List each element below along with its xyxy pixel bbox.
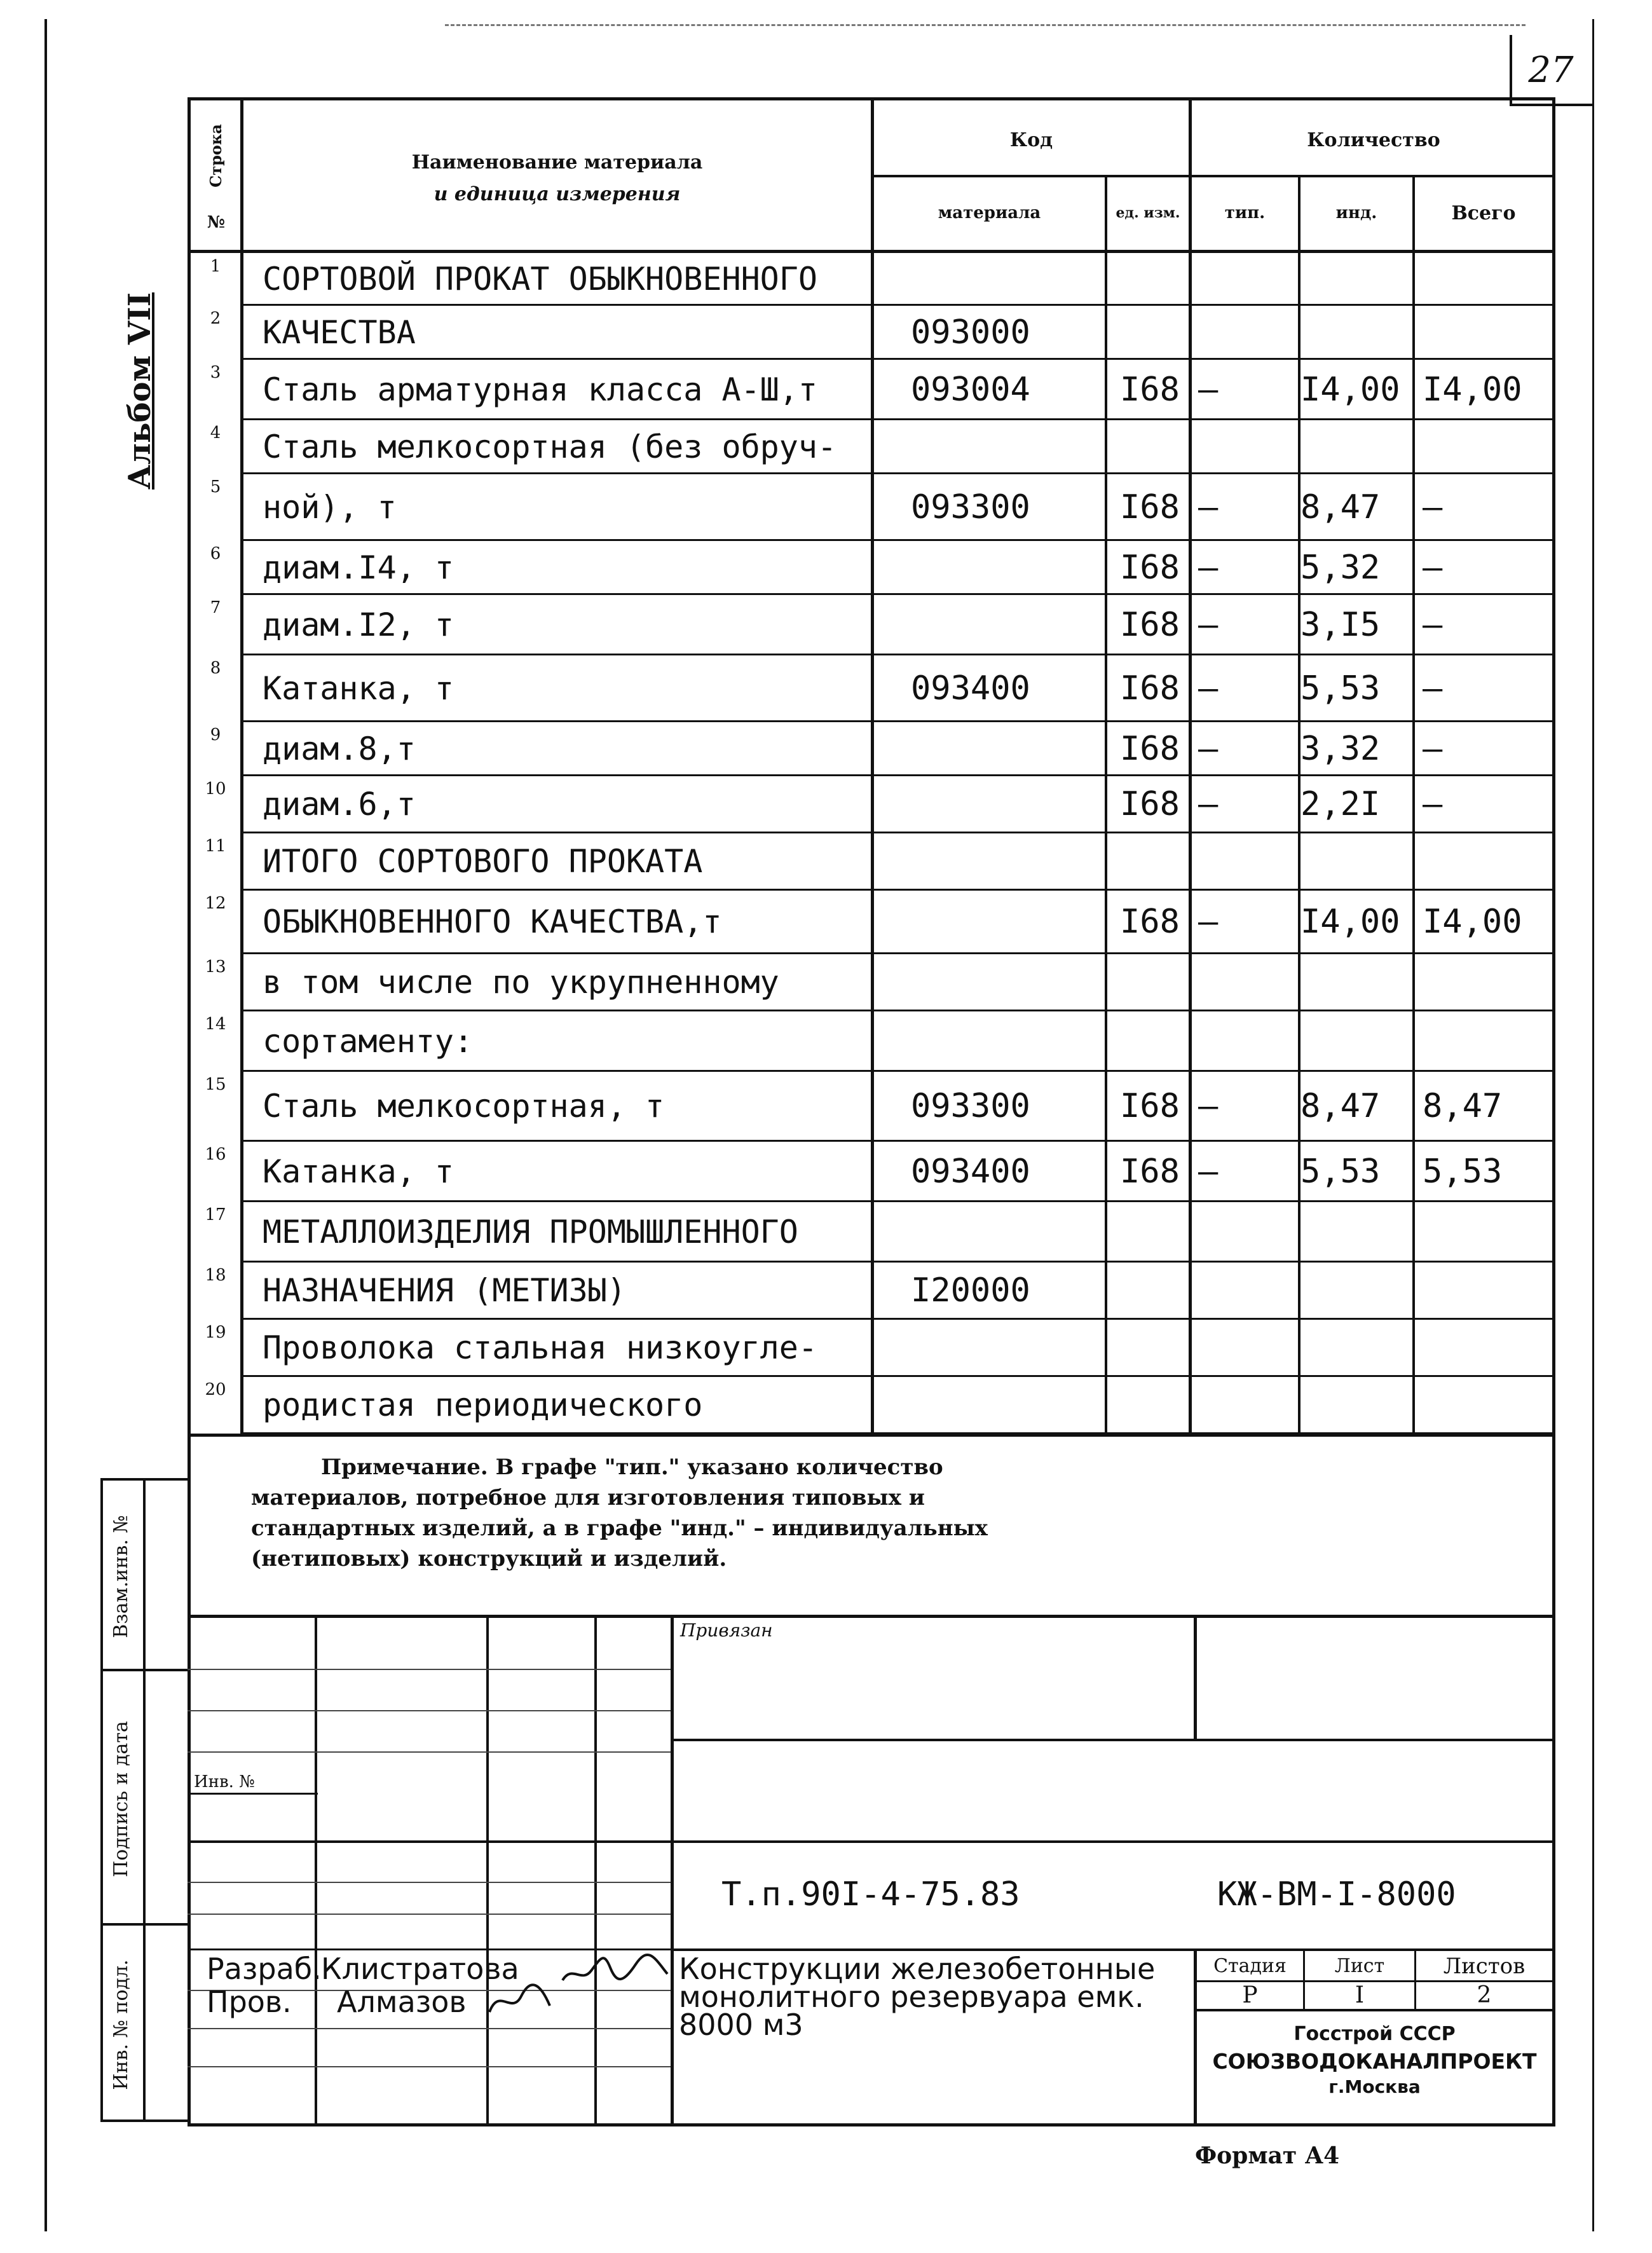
cell-name: НАЗНАЧЕНИЯ (МЕТИЗЫ) (263, 1272, 626, 1309)
page-number: 27 (1528, 49, 1574, 91)
page-left-border (44, 19, 47, 2231)
side-stamp-divider (143, 1478, 146, 2122)
cell-name: Сталь мелкосортная (без обруч- (263, 428, 837, 465)
tb-row-line (188, 1710, 671, 1711)
cell-name: Сталь мелкосортная, т (263, 1088, 665, 1125)
cell-n: 9 (210, 725, 221, 744)
cell-code (874, 253, 1105, 305)
tb-sheet-label: Лист (1334, 1955, 1385, 1977)
cell-n: 4 (210, 423, 221, 442)
cell-unit (1107, 1376, 1189, 1434)
tb-privyazan: Привязан (680, 1620, 773, 1641)
cell-n: 18 (205, 1266, 226, 1285)
cell-typ (1192, 1262, 1298, 1319)
side-stamp-inv: Инв. № подл. (110, 1959, 132, 2090)
cell-ind: 5,53 (1300, 669, 1381, 708)
cell-total: – (1423, 488, 1443, 526)
cell-unit: I68 (1120, 488, 1180, 526)
tb-row-line (188, 1669, 671, 1670)
cell-code: 093400 (911, 669, 1030, 708)
cell-n: 12 (205, 894, 226, 913)
cell-ind (1300, 1011, 1412, 1071)
header-row-num: № (207, 213, 226, 232)
cell-ind (1300, 420, 1412, 474)
note-line1: Примечание. В графе "тип." указано количество (321, 1455, 943, 1480)
cell-typ: – (1198, 669, 1219, 708)
cell-n: 2 (210, 309, 221, 328)
cell-ind: 3,32 (1300, 729, 1381, 768)
cell-typ: – (1198, 1152, 1219, 1191)
cell-name: ной), т (263, 488, 397, 526)
cell-unit: I68 (1120, 548, 1180, 587)
cell-typ (1192, 253, 1298, 305)
signature-klistratova (559, 1945, 674, 1990)
cell-name: Катанка, т (263, 1153, 454, 1190)
cell-n: 19 (205, 1323, 226, 1342)
cell-code: 093300 (911, 488, 1030, 526)
cell-unit: I68 (1120, 785, 1180, 823)
cell-typ (1192, 420, 1298, 474)
cell-code (874, 722, 1105, 776)
cell-code (874, 594, 1105, 655)
cell-total (1415, 1376, 1552, 1434)
cell-name: Сталь арматурная класса А-Ш,т (263, 371, 817, 408)
cell-ind: 8,47 (1300, 488, 1381, 526)
cell-total: 8,47 (1423, 1087, 1503, 1125)
cell-n: 5 (210, 477, 221, 496)
tb-sheet-code: КЖ-ВМ-I-8000 (1217, 1875, 1456, 1914)
cell-name: родистая периодического (263, 1387, 703, 1423)
cell-total (1415, 1319, 1552, 1376)
tb-row-line (188, 1751, 671, 1753)
cell-unit: I68 (1120, 370, 1180, 409)
cell-code (874, 833, 1105, 890)
tb-row-line (188, 2066, 671, 2067)
cell-total: I4,00 (1423, 370, 1522, 409)
cell-total (1415, 305, 1552, 359)
cell-code (874, 1376, 1105, 1434)
cell-unit (1107, 1319, 1189, 1376)
cell-ind: I4,00 (1300, 370, 1400, 409)
cell-name: КАЧЕСТВА (263, 313, 416, 351)
cell-ind: 5,32 (1300, 548, 1381, 587)
cell-unit: I68 (1120, 729, 1180, 768)
cell-typ: – (1198, 785, 1219, 823)
cell-unit: I68 (1120, 669, 1180, 708)
cell-n: 1 (210, 257, 221, 276)
cell-code: 093000 (911, 313, 1030, 352)
signature-almazov (483, 1980, 559, 2018)
cell-total: – (1423, 729, 1443, 768)
cell-unit (1107, 833, 1189, 890)
cell-ind: 8,47 (1300, 1087, 1381, 1125)
tb-org2: СОЮЗВОДОКАНАЛПРОЕКТ (1212, 2048, 1537, 2074)
side-stamp-h1 (100, 1669, 191, 1671)
cell-total: I4,00 (1423, 903, 1522, 941)
header-qty-ind: инд. (1335, 203, 1377, 223)
cell-code: 093004 (911, 370, 1030, 409)
header-code: Код (1009, 128, 1053, 151)
tb-prov-name: Алмазов (337, 1985, 467, 2019)
tb-title-line2: монолитного резервуара емк. (679, 1980, 1144, 2014)
cell-name: диам.I2, т (263, 606, 454, 643)
cell-code (874, 1319, 1105, 1376)
tb-prov-label: Пров. (207, 1985, 292, 2019)
cell-unit: I68 (1120, 903, 1180, 941)
cell-typ: – (1198, 729, 1219, 768)
cell-typ: – (1198, 370, 1219, 409)
tb-stage-h2 (1194, 2009, 1555, 2011)
cell-n: 14 (205, 1015, 226, 1034)
cell-ind (1300, 253, 1412, 305)
tb-v1 (315, 1615, 317, 2126)
tb-v4 (671, 1615, 674, 2126)
cell-total (1415, 1011, 1552, 1071)
header-code-unit: ед. изм. (1116, 205, 1180, 221)
cell-name: СОРТОВОЙ ПРОКАТ ОБЫКНОВЕННОГО (263, 261, 817, 298)
cell-name: диам.I4, т (263, 549, 454, 586)
cell-ind (1300, 305, 1412, 359)
cell-n: 6 (210, 544, 221, 563)
cell-code (874, 420, 1105, 474)
cell-typ (1192, 1319, 1298, 1376)
cell-ind (1300, 1319, 1412, 1376)
cell-n: 8 (210, 659, 221, 678)
cell-typ: – (1198, 605, 1219, 644)
cell-name: сортаменту: (263, 1022, 474, 1060)
cell-ind (1300, 833, 1412, 890)
cell-unit (1107, 1262, 1189, 1319)
tb-v3 (594, 1615, 597, 2126)
cell-unit (1107, 1202, 1189, 1262)
cell-unit: I68 (1120, 605, 1180, 644)
cell-typ: – (1198, 548, 1219, 587)
frame-right-edge (1592, 19, 1594, 2231)
tb-razrab-label: Разраб. (207, 1952, 322, 1986)
cell-typ: – (1198, 1087, 1219, 1125)
cell-unit (1107, 253, 1189, 305)
top-dashed-line (445, 24, 1526, 26)
cell-unit (1107, 954, 1189, 1011)
header-name-line2: и единица измерения (433, 182, 681, 205)
tb-row-line (188, 1914, 671, 1915)
cell-typ: – (1198, 903, 1219, 941)
cell-code (874, 954, 1105, 1011)
tb-h-code-top (188, 1840, 1555, 1843)
header-subline (871, 175, 1555, 177)
cell-name: МЕТАЛЛОИЗДЕЛИЯ ПРОМЫШЛЕННОГО (263, 1213, 798, 1250)
cell-name: в том числе по укрупненному (263, 964, 779, 1001)
tb-row-line (188, 2028, 671, 2029)
cell-typ (1192, 1202, 1298, 1262)
side-stamp-h2 (100, 1923, 191, 1926)
cell-unit: I68 (1120, 1152, 1180, 1191)
cell-typ (1192, 1376, 1298, 1434)
cell-total: – (1423, 669, 1443, 708)
cell-total (1415, 954, 1552, 1011)
tb-stage: Р (1242, 1982, 1258, 2008)
cell-n: 10 (205, 779, 226, 798)
cell-typ (1192, 954, 1298, 1011)
cell-n: 17 (205, 1205, 226, 1224)
cell-total (1415, 833, 1552, 890)
tb-org1: Госстрой СССР (1294, 2022, 1456, 2045)
tb-sheets-label: Листов (1443, 1953, 1526, 1979)
cell-unit (1107, 1011, 1189, 1071)
cell-ind: 2,2I (1300, 785, 1381, 823)
cell-ind (1300, 954, 1412, 1011)
tb-doc-code: Т.п.90I-4-75.83 (721, 1875, 1020, 1914)
tb-h-code-bottom (671, 1948, 1555, 1951)
cell-name: Проволока стальная низкоугле- (263, 1329, 817, 1366)
header-name-line1: Наименование материала (411, 151, 703, 174)
tb-v5 (1194, 1618, 1197, 1739)
cell-code (874, 1202, 1105, 1262)
cell-code (874, 540, 1105, 594)
cell-code (874, 776, 1105, 833)
side-stamp-vzam: Взам.инв. № (110, 1515, 132, 1638)
cell-total (1415, 1262, 1552, 1319)
cell-ind (1300, 1262, 1412, 1319)
cell-name: диам.6,т (263, 786, 416, 823)
cell-code (874, 1011, 1105, 1071)
tb-sheet: I (1355, 1982, 1365, 2008)
header-row-label: Строка (207, 124, 225, 188)
cell-name: Катанка, т (263, 669, 454, 707)
cell-ind (1300, 1202, 1412, 1262)
cell-name: ОБЫКНОВЕННОГО КАЧЕСТВА,т (263, 903, 722, 940)
cell-n: 7 (210, 598, 221, 617)
cell-n: 15 (205, 1075, 226, 1094)
cell-ind: 5,53 (1300, 1152, 1381, 1191)
header-code-material: материала (938, 203, 1041, 223)
cell-ind: 3,I5 (1300, 605, 1381, 644)
cell-n: 11 (205, 837, 226, 856)
cell-unit: I68 (1120, 1087, 1180, 1125)
tb-stage-label: Стадия (1213, 1955, 1287, 1977)
cell-unit (1107, 305, 1189, 359)
cell-name: диам.8,т (263, 730, 416, 767)
cell-typ (1192, 305, 1298, 359)
tb-inv-no: Инв. № (194, 1772, 255, 1791)
header-qty-total: Всего (1451, 202, 1516, 224)
page-format: Формат А4 (1195, 2142, 1340, 2169)
tb-org3: г.Москва (1328, 2076, 1421, 2097)
note-line4: (нетиповых) конструкций и изделий. (251, 1546, 727, 1572)
tb-razrab-name: Клистратова (321, 1952, 519, 1986)
cell-total (1415, 253, 1552, 305)
cell-typ: – (1198, 488, 1219, 526)
cell-code: 093300 (911, 1087, 1030, 1125)
cell-code: 093400 (911, 1152, 1030, 1191)
tb-title-line3: 8000 м3 (679, 2008, 803, 2042)
tb-sheets: 2 (1477, 1982, 1492, 2008)
cell-total (1415, 420, 1552, 474)
album-label: Альбом VII (122, 292, 158, 490)
header-quantity: Количество (1307, 128, 1440, 151)
cell-n: 16 (205, 1145, 226, 1164)
header-qty-typ: тип. (1224, 203, 1266, 223)
cell-total (1415, 1202, 1552, 1262)
cell-total: – (1423, 785, 1443, 823)
note-line2: материалов, потребное для изготовления типовых и (251, 1485, 925, 1510)
cell-n: 13 (205, 957, 226, 976)
side-stamp-podpis: Подпись и дата (110, 1721, 132, 1877)
tb-title-line1: Конструкции железобетонные (679, 1952, 1156, 1986)
cell-n: 20 (205, 1380, 226, 1399)
cell-unit (1107, 420, 1189, 474)
cell-ind: I4,00 (1300, 903, 1400, 941)
cell-ind (1300, 1376, 1412, 1434)
note-line3: стандартных изделий, а в графе "инд." – индивидуальных (251, 1516, 988, 1541)
tb-h-privyazan (671, 1739, 1555, 1741)
cell-total: – (1423, 605, 1443, 644)
tb-v2 (486, 1615, 489, 2126)
cell-typ (1192, 1011, 1298, 1071)
cell-total: – (1423, 548, 1443, 587)
cell-code: I20000 (911, 1271, 1030, 1310)
cell-total: 5,53 (1423, 1152, 1503, 1191)
tb-row-line (188, 1882, 671, 1883)
cell-name: ИТОГО СОРТОВОГО ПРОКАТА (263, 843, 703, 880)
cell-typ (1192, 833, 1298, 890)
tb-h-inv (188, 1793, 318, 1795)
cell-n: 3 (210, 363, 221, 382)
cell-code (874, 890, 1105, 954)
